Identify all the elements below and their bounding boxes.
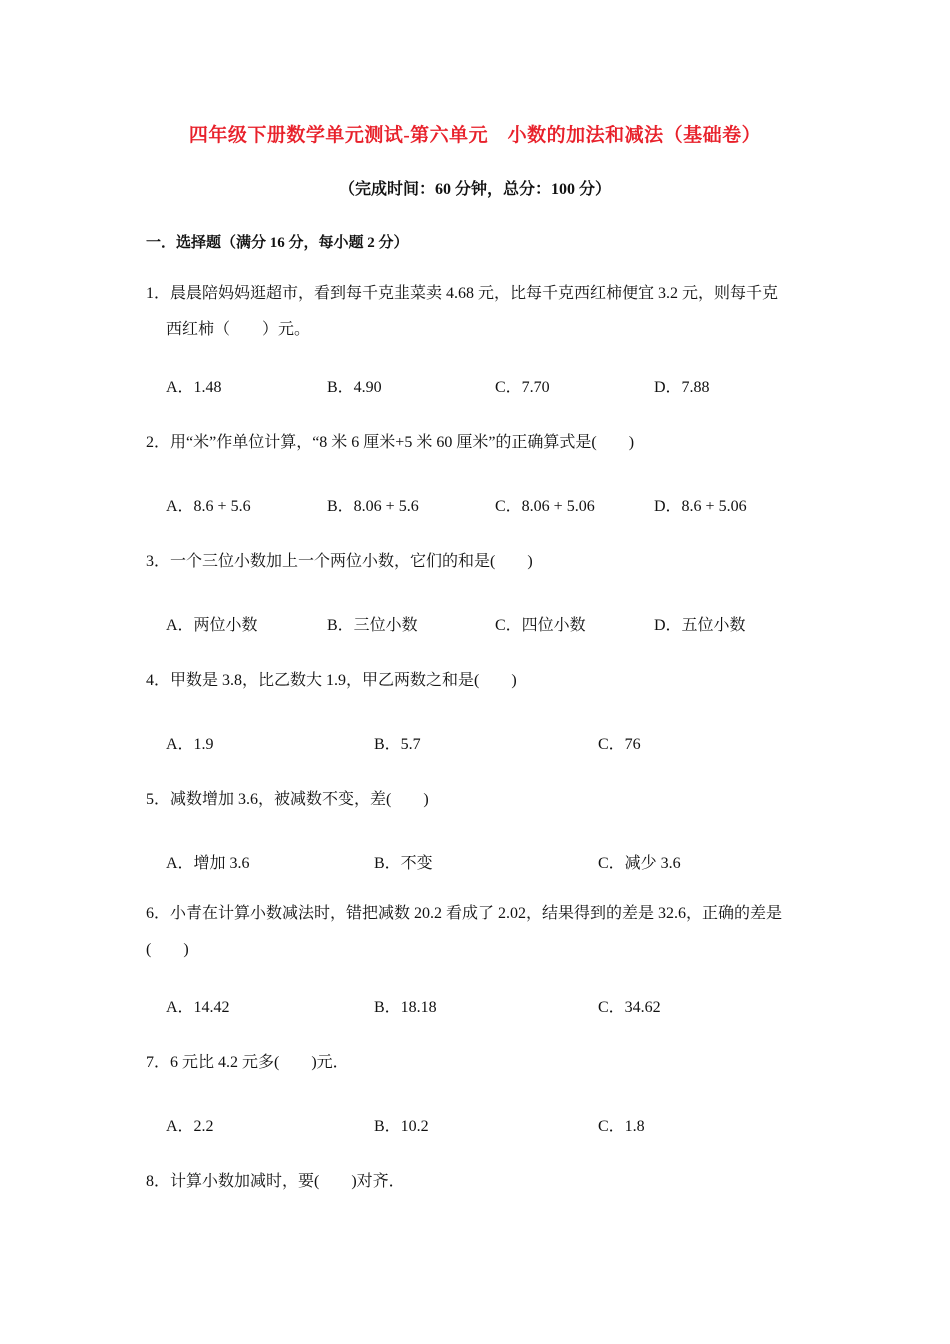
option-a: A．8.6 + 5.6 [166, 498, 251, 515]
option-c: C．34.62 [598, 999, 661, 1016]
question-3-options [166, 612, 826, 636]
question-text: 3．一个三位小数加上一个两位小数，它们的和是( ) [146, 553, 533, 570]
option-c: C．四位小数 [495, 617, 586, 634]
question-text: 6．小青在计算小数减法时，错把减数 20.2 看成了 2.02，结果得到的差是 32.6，正确的差是 [146, 905, 783, 922]
option-b: B．三位小数 [327, 617, 418, 634]
question-6-options [166, 994, 826, 1018]
question-4 [146, 663, 810, 699]
question-text: 2．用“米”作单位计算，“8 米 6 厘米+5 米 60 厘米”的正确算式是( ) [146, 434, 635, 451]
option-b: B．4.90 [327, 379, 382, 396]
option-b: B．18.18 [374, 999, 437, 1016]
option-d: D．7.88 [654, 379, 710, 396]
question-8 [146, 1164, 810, 1200]
option-c: C．8.06 + 5.06 [495, 498, 595, 515]
option-c: C．减少 3.6 [598, 855, 681, 872]
question-text: 1．晨晨陪妈妈逛超市，看到每千克韭菜卖 4.68 元，比每千克西红柿便宜 3.2 元，则每千克 [146, 285, 779, 302]
page-title: 四年级下册数学单元测试-第六单元 小数的加法和减法（基础卷） [188, 125, 762, 146]
question-text-continued: 西红柿（ ）元。 [166, 321, 311, 338]
question-5-options [166, 850, 826, 874]
option-c: C．1.8 [598, 1118, 645, 1135]
option-b: B．8.06 + 5.6 [327, 498, 419, 515]
question-6 [146, 896, 810, 968]
question-4-options [166, 731, 826, 755]
question-1 [146, 276, 810, 348]
page-subtitle: （完成时间：60 分钟，总分：100 分） [338, 181, 611, 198]
option-a: A．两位小数 [166, 617, 258, 634]
question-1-options [166, 374, 826, 398]
question-text: 8．计算小数加减时，要( )对齐． [146, 1173, 405, 1190]
question-text-continued: ( ) [146, 941, 189, 958]
question-text: 5．减数增加 3.6，被减数不变，差( ) [146, 791, 429, 808]
question-text: 4．甲数是 3.8，比乙数大 1.9，甲乙两数之和是( ) [146, 672, 517, 689]
question-text: 7．6 元比 4.2 元多( )元． [146, 1054, 349, 1071]
question-7-options [166, 1113, 826, 1137]
option-d: D．五位小数 [654, 617, 746, 634]
question-7 [146, 1045, 810, 1081]
question-2 [146, 425, 810, 461]
option-c: C．76 [598, 736, 641, 753]
question-3 [146, 544, 810, 580]
option-b: B．不变 [374, 855, 433, 872]
option-b: B．5.7 [374, 736, 421, 753]
option-c: C．7.70 [495, 379, 550, 396]
question-5 [146, 782, 810, 818]
option-a: A．2.2 [166, 1118, 214, 1135]
option-a: A．1.48 [166, 379, 222, 396]
option-a: A．14.42 [166, 999, 230, 1016]
option-a: A．增加 3.6 [166, 855, 250, 872]
option-b: B．10.2 [374, 1118, 429, 1135]
question-2-options [166, 493, 826, 517]
section-heading: 一．选择题（满分 16 分，每小题 2 分） [146, 235, 409, 251]
option-d: D．8.6 + 5.06 [654, 498, 747, 515]
option-a: A．1.9 [166, 736, 214, 753]
